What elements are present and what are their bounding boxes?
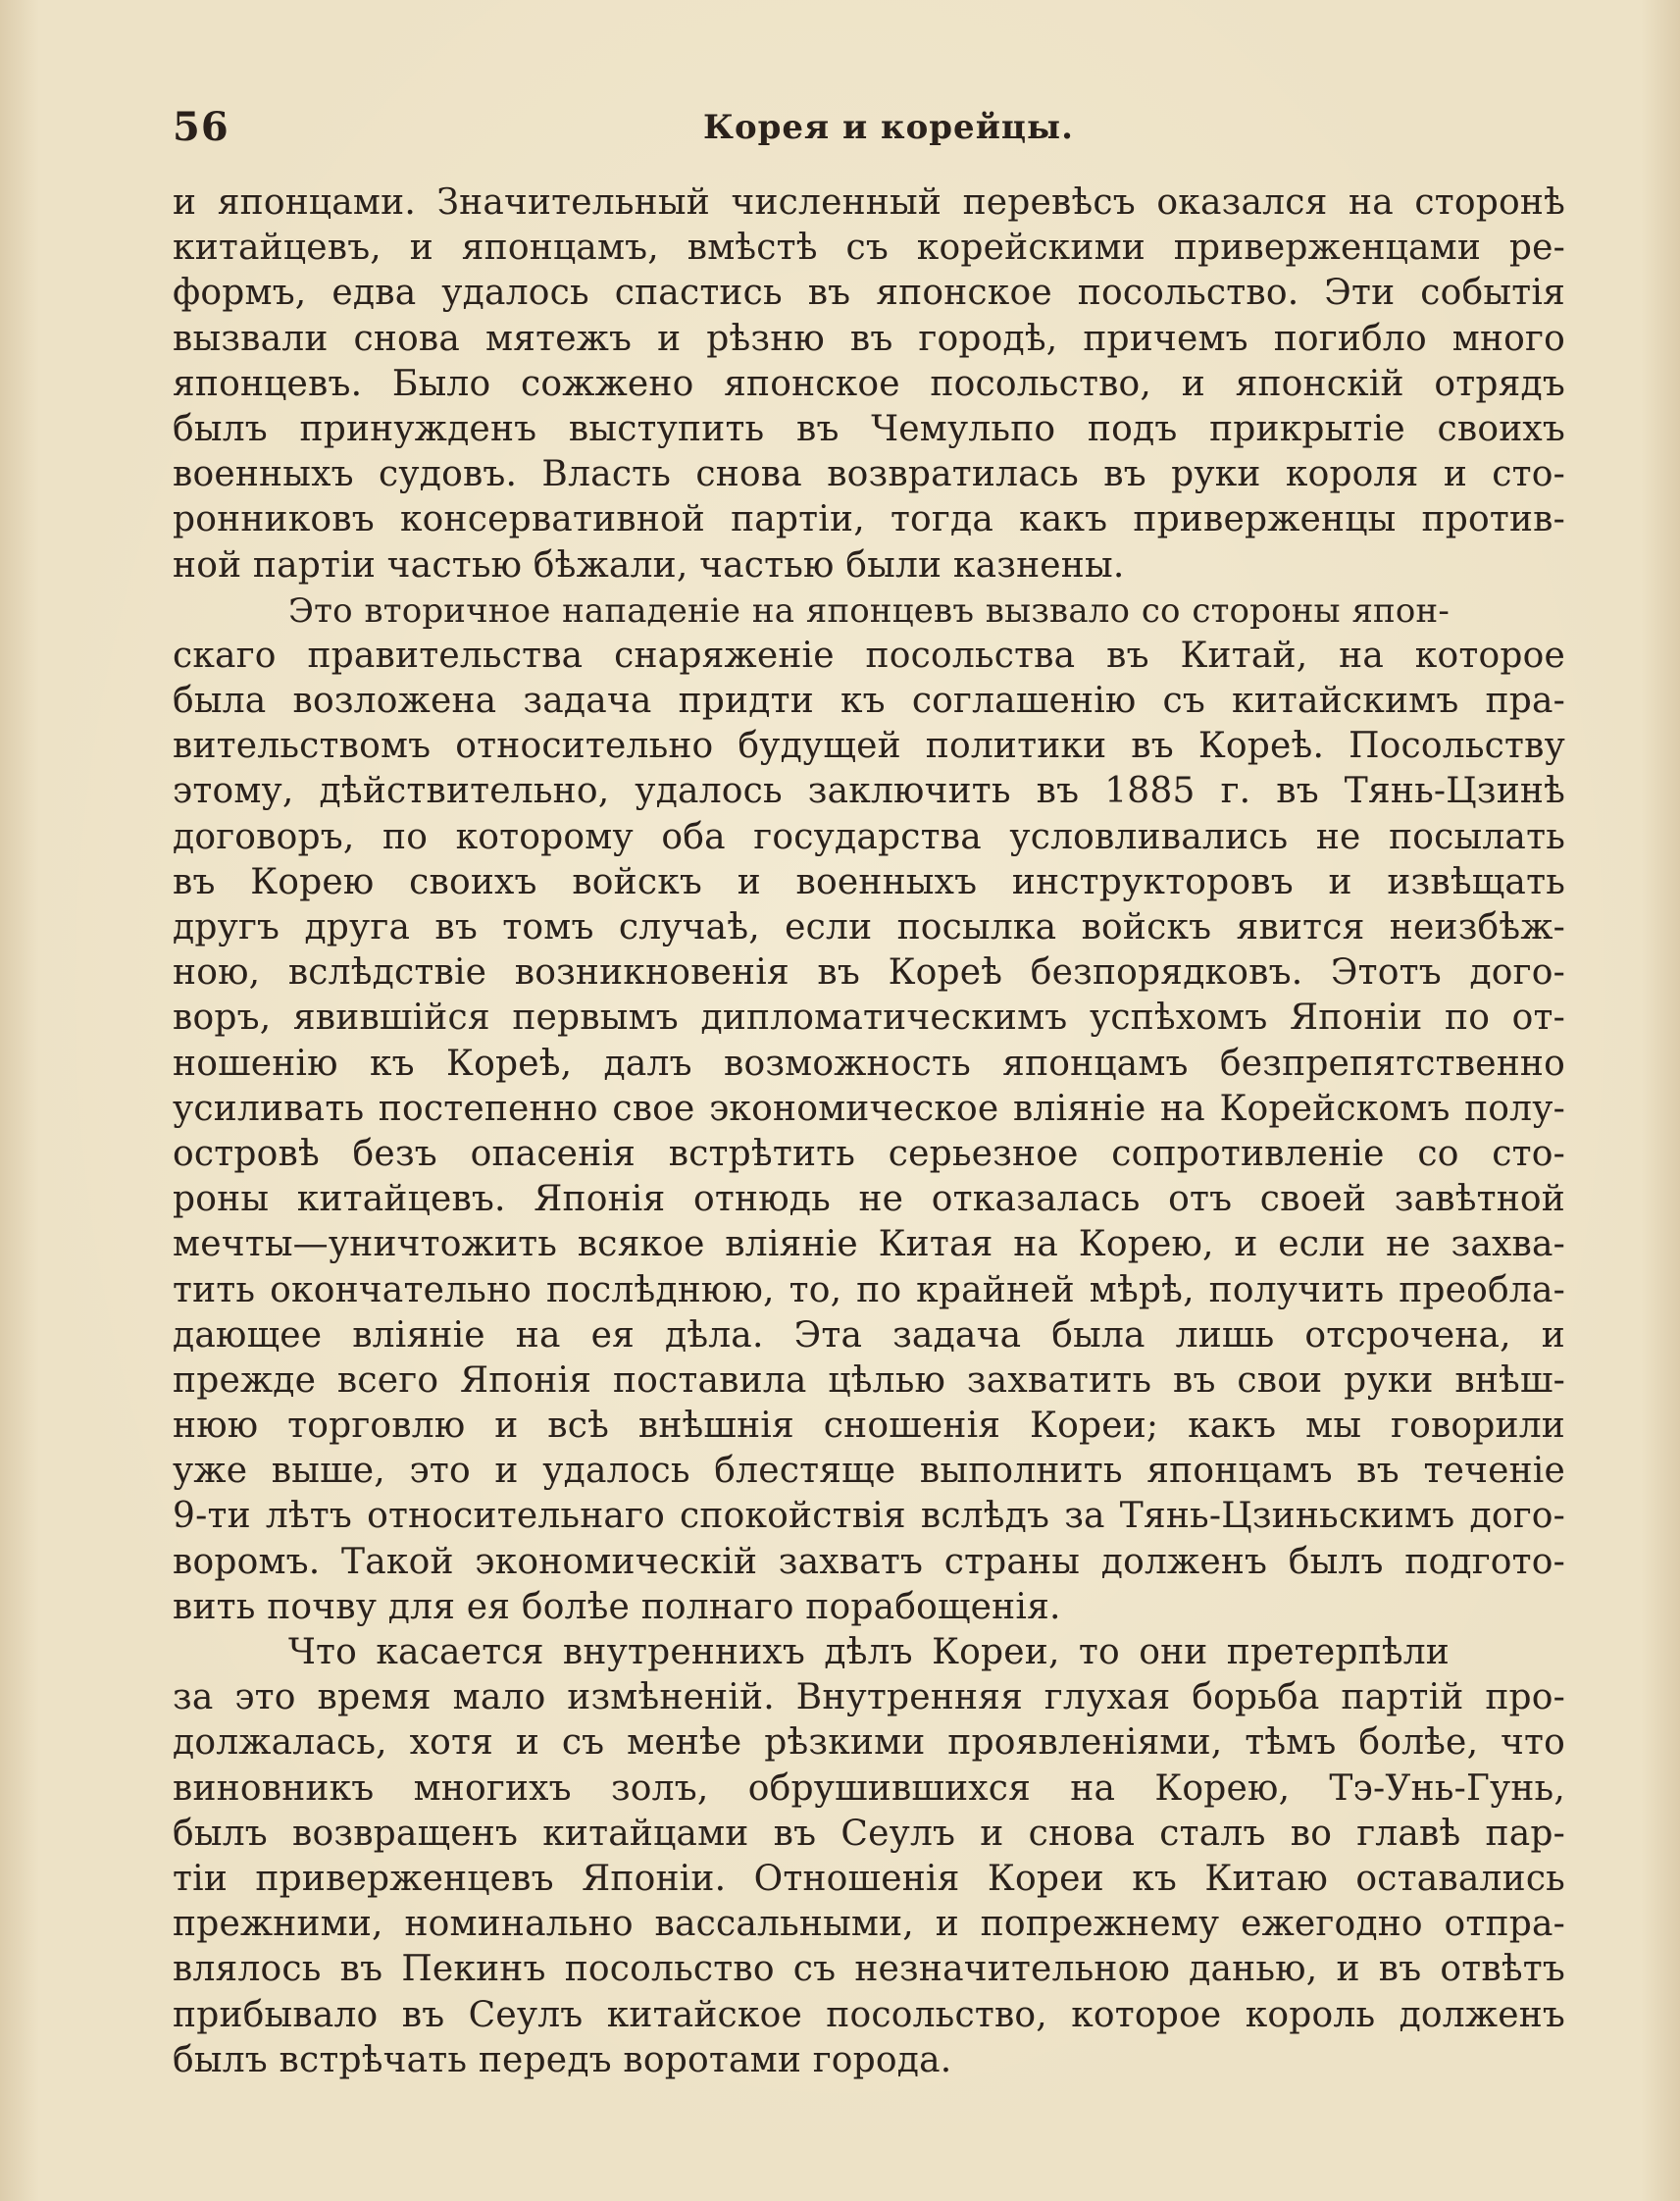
running-title: Корея и корейцы. — [703, 108, 1074, 147]
text-line-content: ной партіи частью бѣжали, частью были казнены. — [173, 544, 1125, 586]
text-line-content: виновникъ многихъ золъ, обрушившихся на Корею, Тэ-Унь-Гунь, — [173, 1767, 1565, 1809]
text-line — [173, 1993, 1565, 2038]
text-line — [173, 543, 1565, 589]
text-line — [173, 317, 1565, 362]
text-line — [173, 180, 1565, 226]
text-line-content: воръ, явившійся первымъ дипломатическимъ успѣхомъ Японіи по от- — [173, 998, 1565, 1039]
text-line-content: островѣ безъ опасенія встрѣтить серьезное сопротивленіе со сто- — [173, 1133, 1565, 1174]
text-line — [173, 996, 1565, 1041]
text-line-content: ношенію къ Кореѣ, далъ возможность японцамъ безпрепятственно — [173, 1043, 1565, 1084]
text-line — [173, 1177, 1565, 1222]
text-line — [173, 271, 1565, 316]
text-line — [173, 1494, 1565, 1539]
text-line — [173, 497, 1565, 542]
text-line — [173, 679, 1565, 724]
text-line-content: этому, дѣйствительно, удалось заключить въ 1885 г. въ Тянь-Цзинѣ — [173, 771, 1565, 812]
paragraph — [173, 589, 1565, 1630]
text-line-content: за это время мало измѣненій. Внутренняя глухая борьба партій про- — [173, 1677, 1565, 1718]
text-line — [173, 1720, 1565, 1766]
text-line — [173, 1902, 1565, 1947]
text-line-content: должалась, хотя и съ менѣе рѣзкими проявленіями, тѣмъ болѣе, что — [173, 1722, 1565, 1764]
text-line-content: роны китайцевъ. Японія отнюдь не отказалась отъ своей завѣтной — [173, 1179, 1565, 1220]
text-line-content: Что касается внутреннихъ дѣлъ Кореи, то они претерпѣли — [288, 1632, 1450, 1672]
text-line-content: былъ встрѣчать передъ воротами города. — [173, 2039, 952, 2080]
text-line — [173, 1585, 1565, 1630]
text-line-content: военныхъ судовъ. Власть снова возвратилась въ руки короля и сто- — [173, 454, 1565, 495]
text-line-content: мечты—уничтожить всякое вліяніе Китая на Корею, и если не захва- — [173, 1224, 1565, 1265]
text-line-content: прибывало въ Сеулъ китайское посольство, которое король долженъ — [173, 1994, 1565, 2035]
text-line — [173, 1132, 1565, 1177]
text-line-content: вить почву для ея болѣе полнаго порабощенія. — [173, 1586, 1061, 1627]
text-line — [173, 1675, 1565, 1720]
paragraph — [173, 1630, 1565, 2083]
page-header — [173, 98, 1565, 157]
text-line-content: тіи приверженцевъ Японіи. Отношенія Кореи къ Китаю оставались — [173, 1858, 1565, 1899]
text-line — [173, 362, 1565, 407]
text-line — [173, 1042, 1565, 1087]
text-line-content: тить окончательно послѣднюю, то, по крайней мѣрѣ, получить преобла- — [173, 1269, 1565, 1310]
text-line-content: китайцевъ, и японцамъ, вмѣстѣ съ корейскими приверженцами ре- — [173, 228, 1565, 269]
text-line — [173, 1268, 1565, 1313]
text-line — [173, 1087, 1565, 1132]
text-line-content: ронниковъ консервативной партіи, тогда какъ приверженцы против- — [173, 499, 1565, 540]
text-line — [173, 950, 1565, 996]
text-line — [173, 1947, 1565, 1992]
text-line-content: нюю торговлю и всѣ внѣшнія сношенія Кореи; какъ мы говорили — [173, 1406, 1565, 1447]
text-line-content: прежде всего Японія поставила цѣлью захватить въ свои руки внѣш- — [173, 1359, 1565, 1401]
text-line — [173, 1630, 1565, 1675]
text-line — [173, 905, 1565, 950]
page-number: 56 — [173, 104, 229, 150]
text-line-content: была возложена задача придти къ соглашенію съ китайскимъ пра- — [173, 681, 1565, 722]
text-line — [173, 634, 1565, 679]
text-line-content: былъ возвращенъ китайцами въ Сеулъ и снова сталъ во главѣ пар- — [173, 1813, 1565, 1854]
text-line-content: усиливать постепенно свое экономическое вліяніе на Корейскомъ полу- — [173, 1088, 1565, 1129]
text-line — [173, 1812, 1565, 1857]
text-line-content: вызвали снова мятежъ и рѣзню въ городѣ, причемъ погибло много — [173, 318, 1565, 359]
text-line — [173, 769, 1565, 814]
text-line — [173, 1222, 1565, 1267]
text-line — [173, 407, 1565, 452]
text-line — [173, 226, 1565, 271]
text-line-content: воромъ. Такой экономическій захватъ страны долженъ былъ подгото- — [173, 1541, 1565, 1582]
text-line — [173, 1449, 1565, 1494]
text-line-content: формъ, едва удалось спастись въ японское посольство. Эти событія — [173, 273, 1565, 314]
text-line — [173, 815, 1565, 860]
text-line — [173, 860, 1565, 905]
text-line — [173, 1313, 1565, 1358]
text-line — [173, 724, 1565, 769]
text-line-content: дающее вліяніе на ея дѣла. Эта задача была лишь отсрочена, и — [173, 1314, 1565, 1356]
text-line — [173, 589, 1565, 634]
text-line-content: вительствомъ относительно будущей политики въ Кореѣ. Посольству — [173, 726, 1565, 767]
text-line-content: прежними, номинально вассальными, и попрежнему ежегодно отпра- — [173, 1904, 1565, 1945]
text-line-content: ною, вслѣдствіе возникновенія въ Кореѣ безпорядковъ. Этотъ дого- — [173, 952, 1565, 994]
body-text — [173, 180, 1565, 2083]
text-line-content: влялось въ Пекинъ посольство съ незначительною данью, и въ отвѣтъ — [173, 1949, 1565, 1990]
text-line-content: уже выше, это и удалось блестяще выполнить японцамъ въ теченіе — [173, 1451, 1565, 1492]
text-line — [173, 1540, 1565, 1585]
text-line — [173, 2038, 1565, 2083]
text-line-content: японцевъ. Было сожжено японское посольство, и японскій отрядъ — [173, 363, 1565, 404]
text-line-content: договоръ, по которому оба государства условливались не посылать — [173, 816, 1565, 857]
text-line-content: Это вторичное нападеніе на японцевъ вызвало со стороны япон- — [288, 590, 1450, 631]
text-line-content: другъ друга въ томъ случаѣ, если посылка войскъ явится неизбѣж- — [173, 907, 1565, 947]
text-line-content: скаго правительства снаряженіе посольства въ Китай, на которое — [173, 635, 1565, 676]
text-line-content: въ Корею своихъ войскъ и военныхъ инструкторовъ и извѣщать — [173, 861, 1565, 902]
text-line-content: и японцами. Значительный численный перевѣсъ оказался на сторонѣ — [173, 182, 1565, 223]
text-line — [173, 1358, 1565, 1404]
text-line — [173, 1857, 1565, 1902]
text-line-content: былъ принужденъ выступить въ Чемульпо подъ прикрытіе своихъ — [173, 408, 1565, 449]
text-line-content: 9-ти лѣтъ относительнаго спокойствія вслѣдъ за Тянь-Цзиньскимъ дого- — [173, 1496, 1565, 1537]
text-line — [173, 1766, 1565, 1812]
text-line — [173, 452, 1565, 497]
paragraph — [173, 180, 1565, 589]
text-line — [173, 1404, 1565, 1449]
